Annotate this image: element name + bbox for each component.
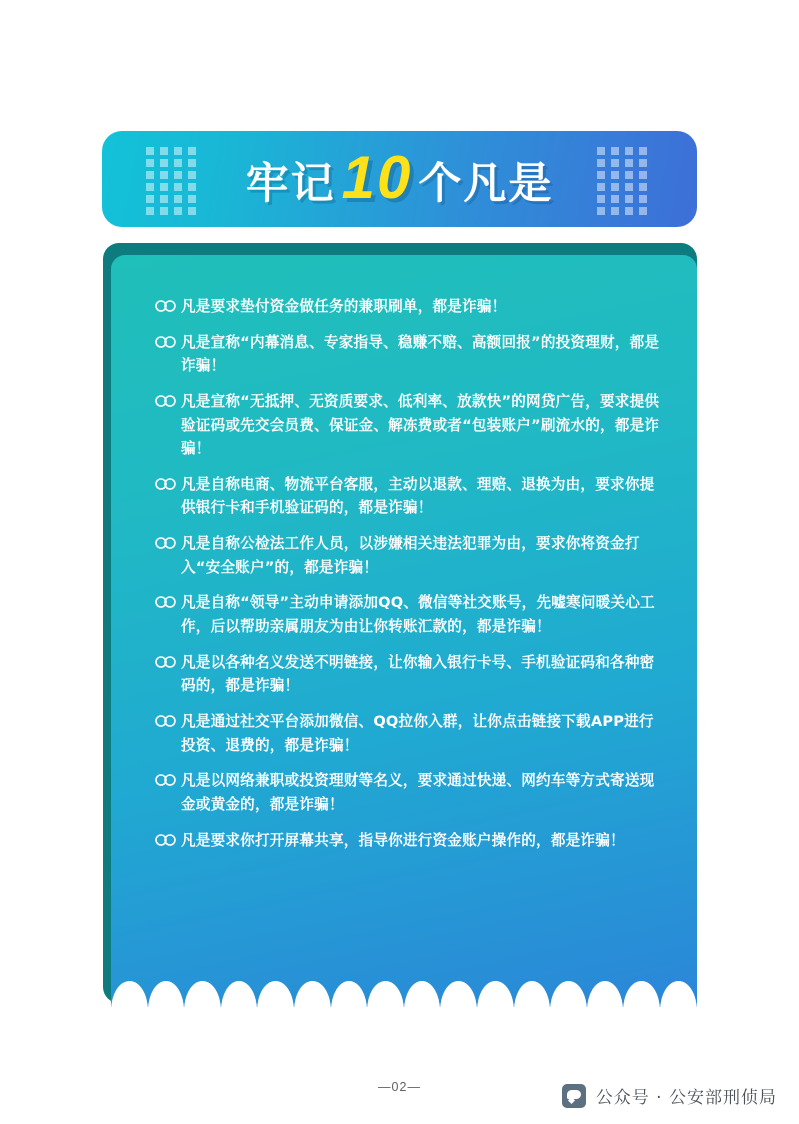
list-item bbox=[155, 532, 665, 579]
list-item-text: 凡是宣称“内幕消息、专家指导、稳赚不赔、高额回报”的投资理财，都是诈骗！ bbox=[181, 333, 660, 375]
list-item-text: 凡是自称电商、物流平台客服，主动以退款、理赔、退换为由，要求你提供银行卡和手机验证码的，都是诈骗！ bbox=[181, 475, 655, 517]
list-item bbox=[155, 591, 665, 638]
list-item-text: 凡是以各种名义发送不明链接，让你输入银行卡号、手机验证码和各种密码的，都是诈骗！ bbox=[181, 653, 655, 695]
title-banner bbox=[102, 131, 697, 227]
list-item-text: 凡是要求垫付资金做任务的兼职刷单，都是诈骗！ bbox=[181, 298, 507, 315]
card-scalloped-edge bbox=[111, 979, 697, 1009]
list-item bbox=[155, 473, 665, 520]
list-item bbox=[155, 390, 665, 461]
double-circle-bullet-icon bbox=[155, 829, 181, 848]
list-item bbox=[155, 331, 665, 378]
double-circle-bullet-icon bbox=[155, 390, 181, 409]
page-number: —02— bbox=[378, 1080, 421, 1094]
title-word-after: 个凡是 bbox=[418, 158, 554, 209]
page-title bbox=[245, 143, 554, 211]
list-item-text: 凡是通过社交平台添加微信、QQ拉你入群，让你点击链接下载APP进行投资、退费的，都是诈骗！ bbox=[181, 712, 654, 754]
wechat-official-account-icon bbox=[562, 1084, 586, 1108]
list-item bbox=[155, 710, 665, 757]
footer-watermark bbox=[562, 1083, 777, 1108]
double-circle-bullet-icon bbox=[155, 473, 181, 492]
list-item bbox=[155, 769, 665, 816]
double-circle-bullet-icon bbox=[155, 532, 181, 551]
list-item-text: 凡是宣称“无抵押、无资质要求、低利率、放款快”的网贷广告，要求提供验证码或先交会员费、保证金、解冻费或者“包装账户”刷流水的，都是诈骗！ bbox=[181, 392, 660, 458]
list-item bbox=[155, 651, 665, 698]
title-word-before: 牢记 bbox=[245, 158, 336, 209]
card-body bbox=[111, 255, 697, 1007]
rules-list bbox=[155, 295, 665, 864]
list-item bbox=[155, 295, 665, 319]
double-circle-bullet-icon bbox=[155, 295, 181, 314]
list-item-text: 凡是自称“领导”主动申请添加QQ、微信等社交账号，先嘘寒问暖关心工作，后以帮助亲属朋友为由让你转账汇款的，都是诈骗！ bbox=[181, 594, 655, 636]
list-item-text: 凡是要求你打开屏幕共享，指导你进行资金账户操作的，都是诈骗！ bbox=[181, 831, 625, 849]
title-number: 10 bbox=[341, 143, 413, 211]
double-circle-bullet-icon bbox=[155, 331, 181, 350]
list-item bbox=[155, 829, 665, 853]
double-circle-bullet-icon bbox=[155, 710, 181, 729]
double-circle-bullet-icon bbox=[155, 769, 181, 788]
content-card bbox=[103, 243, 697, 1013]
double-circle-bullet-icon bbox=[155, 651, 181, 670]
list-item-text: 凡是自称公检法工作人员，以涉嫌相关违法犯罪为由，要求你将资金打入“安全账户”的，都是诈骗！ bbox=[181, 535, 640, 576]
list-item-text: 凡是以网络兼职或投资理财等名义，要求通过快递、网约车等方式寄送现金或黄金的，都是诈骗！ bbox=[181, 772, 655, 813]
double-circle-bullet-icon bbox=[155, 591, 181, 610]
footer-text: 公众号 · 公安部刑侦局 bbox=[595, 1088, 777, 1108]
